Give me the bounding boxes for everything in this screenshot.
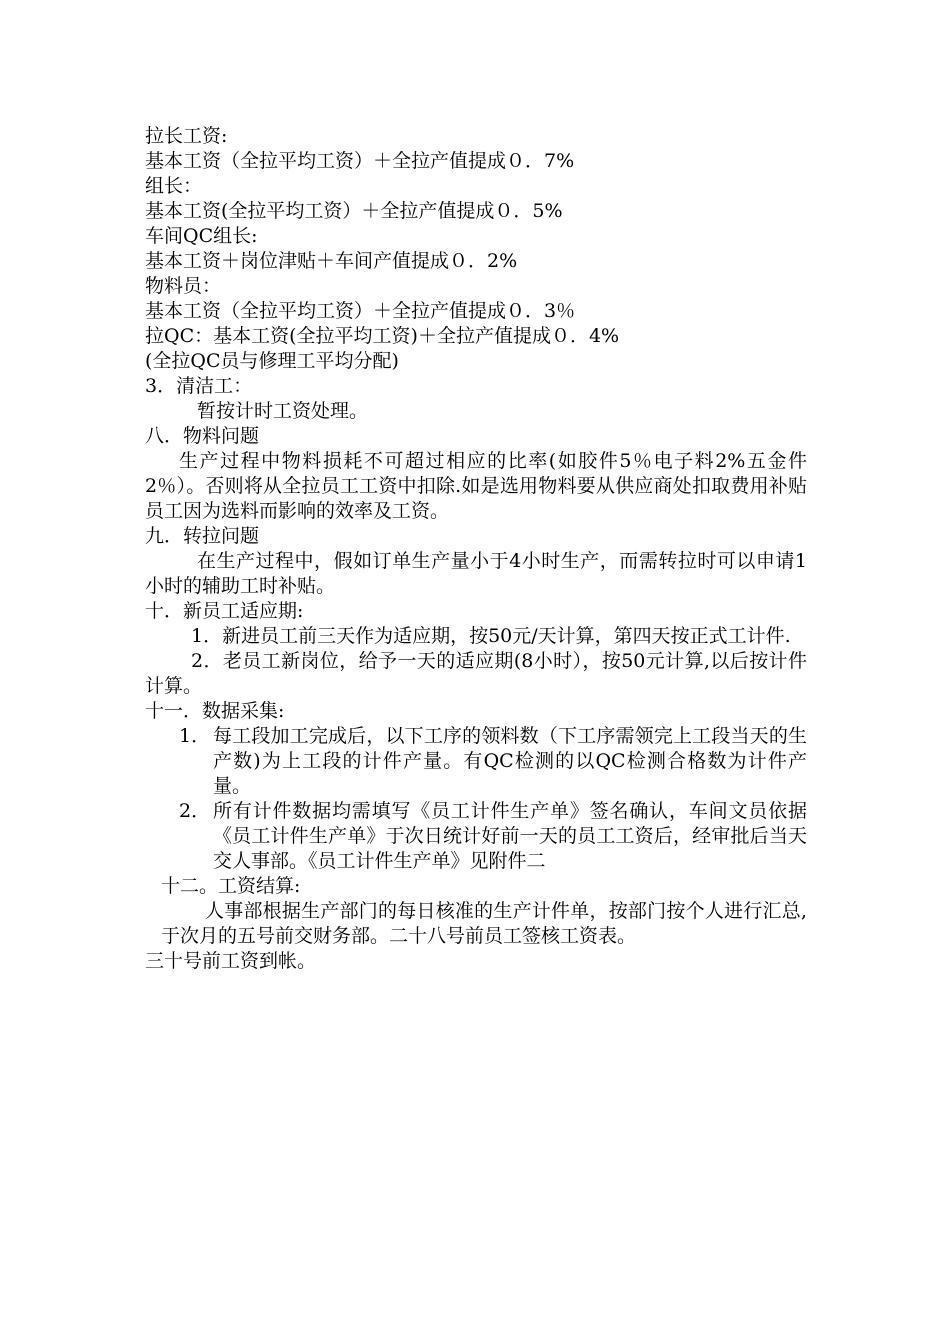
section-heading-materials: 八．物料问题 bbox=[145, 425, 260, 447]
line-material-clerk-formula: 基本工资（全拉平均工资）＋全拉产值提成０．3％ bbox=[145, 300, 576, 322]
section-heading-new-staff: 十．新员工适应期: bbox=[145, 600, 304, 622]
line-group-leader-formula: 基本工资(全拉平均工资）＋全拉产值提成０．5% bbox=[145, 200, 563, 222]
paragraph-new-staff-2: 2．老员工新岗位，给予一天的适应期(8小时），按50元计算,以后按计件计算。 bbox=[145, 650, 807, 697]
paragraph-new-staff-1: 1．新进员工前三天作为适应期，按50元/天计算，第四天按正式工计件. bbox=[191, 625, 791, 647]
list-item bbox=[145, 799, 807, 874]
list-item-number: 1． bbox=[179, 725, 211, 747]
paragraph-payroll: 人事部根据生产部门的每日核准的生产计件单，按部门按个人进行汇总,于次月的五号前交财务部。二十八号前员工签核工资表。 bbox=[161, 900, 807, 947]
line-cleaner-rule: 暂按计时工资处理。 bbox=[197, 400, 369, 422]
section-heading-payroll: 十二。工资结算: bbox=[161, 875, 301, 897]
paragraph-line-transfer: 在生产过程中，假如订单生产量小于4小时生产，而需转拉时可以申请1小时的辅助工时补贴。 bbox=[145, 550, 807, 597]
line-payroll-deadline: 三十号前工资到帐。 bbox=[145, 950, 317, 972]
line-line-leader-formula: 基本工资（全拉平均工资）＋全拉产值提成０．7% bbox=[145, 150, 575, 172]
list-item-text: 每工段加工完成后，以下工序的领料数（下工序需领完上工段当天的生产数)为上工段的计件产量。有QC检测的以QC检测合格数为计件产量。 bbox=[213, 725, 807, 797]
list-item bbox=[145, 724, 807, 799]
line-line-leader-wage: 拉长工资: bbox=[145, 125, 228, 147]
line-material-clerk: 物料员： bbox=[145, 275, 222, 297]
list-item-text: 所有计件数据均需填写《员工计件生产单》签名确认，车间文员依据《员工计件生产单》于次日统计好前一天的员工工资后，经审批后当天交人事部。《员工计件生产单》见附件二 bbox=[213, 800, 807, 872]
line-workshop-qc-formula: 基本工资＋岗位津贴＋车间产值提成０．2% bbox=[145, 250, 518, 272]
line-workshop-qc-leader: 车间QC组长: bbox=[145, 225, 258, 247]
section-heading-line-transfer: 九．转拉问题 bbox=[145, 525, 260, 547]
line-cleaner-heading: 3．清洁工： bbox=[145, 375, 253, 397]
line-line-qc-note: (全拉QC员与修理工平均分配) bbox=[145, 350, 399, 372]
line-group-leader: 组长： bbox=[145, 175, 203, 197]
document-body bbox=[145, 124, 807, 974]
section-heading-data-collection: 十一．数据采集: bbox=[145, 700, 285, 722]
paragraph-materials: 生产过程中物料损耗不可超过相应的比率(如胶件5％电子料2%五金件2％）。否则将从全拉员工工资中扣除.如是选用物料要从供应商处扣取费用补贴员工因为选料而影响的效率及工资。 bbox=[145, 450, 807, 522]
list-item-number: 2． bbox=[179, 800, 211, 822]
line-line-qc-formula: 拉QC：基本工资(全拉平均工资)＋全拉产值提成０．4% bbox=[145, 325, 620, 347]
